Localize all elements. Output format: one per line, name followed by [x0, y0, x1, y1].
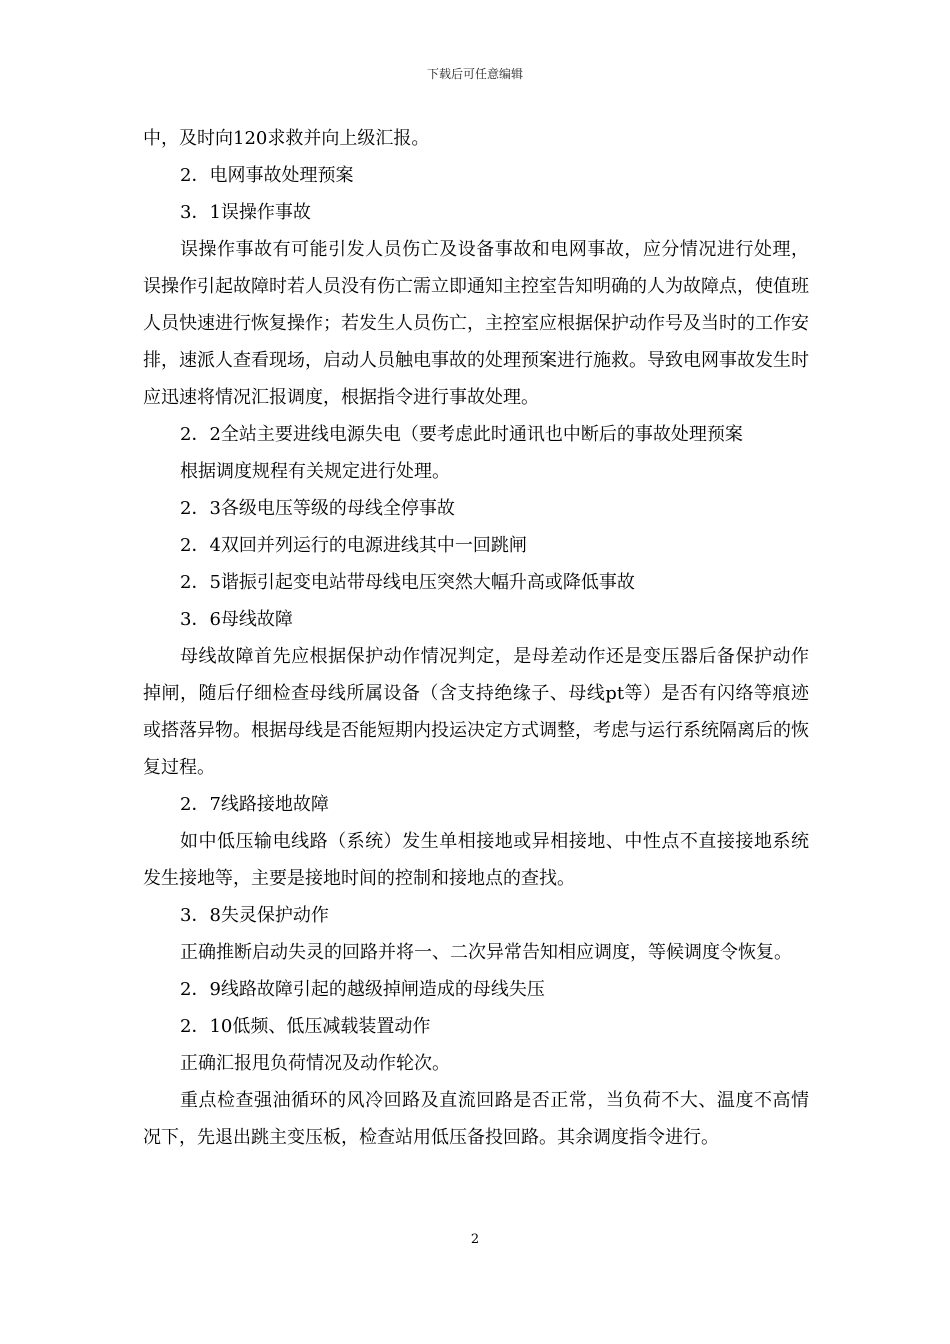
paragraph: 母线故障首先应根据保护动作情况判定，是母差动作还是变压器后备保护动作掉闸，随后仔细检查母线所属设备（含支持绝缘子、母线pt等）是否有闪络等痕迹或搭落异物。根据母线是否能短期内投运决定方式调整，考虑与运行系统隔离后的恢复过程。 [143, 646, 809, 778]
paragraph: 误操作事故有可能引发人员伤亡及设备事故和电网事故，应分情况进行处理，误操作引起故障时若人员没有伤亡需立即通知主控室告知明确的人为故障点，使值班人员快速进行恢复操作；若发生人员伤亡，主控室应根据保护动作号及当时的工作安排，速派人查看现场，启动人员触电事故的处理预案进行施救。导致电网事故发生时应迅速将情况汇报调度，根据指令进行事故处理。 [143, 239, 809, 408]
paragraph: 重点检查强油循环的风冷回路及直流回路是否正常，当负荷不大、温度不高情况下，先退出跳主变压板，检查站用低压备投回路。其余调度指令进行。 [143, 1090, 809, 1148]
section-heading: 2．电网事故处理预案 [180, 165, 354, 186]
paragraph: 中，及时向120求救并向上级汇报。 [143, 128, 430, 149]
page-header: 下载后可任意编辑 [426, 67, 523, 81]
section-heading: 2．10低频、低压减载装置动作 [180, 1016, 431, 1037]
section-heading: 2．3各级电压等级的母线全停事故 [180, 498, 455, 519]
section-heading: 2．4双回并列运行的电源进线其中一回跳闸 [180, 535, 527, 556]
paragraph: 正确汇报甩负荷情况及动作轮次。 [180, 1053, 450, 1074]
paragraph: 根据调度规程有关规定进行处理。 [180, 461, 450, 482]
section-heading: 2．5谐振引起变电站带母线电压突然大幅升高或降低事故 [180, 572, 635, 593]
paragraph: 如中低压输电线路（系统）发生单相接地或异相接地、中性点不直接接地系统发生接地等，主要是接地时间的控制和接地点的查找。 [143, 831, 809, 889]
section-heading: 3．1误操作事故 [180, 202, 311, 223]
section-heading: 3．8失灵保护动作 [180, 905, 329, 926]
page-number: 2 [470, 1232, 480, 1247]
section-heading: 2．7线路接地故障 [180, 794, 329, 815]
section-heading: 2．9线路故障引起的越级掉闸造成的母线失压 [180, 979, 545, 1000]
paragraph: 正确推断启动失灵的回路并将一、二次异常告知相应调度，等候调度令恢复。 [180, 942, 792, 963]
document-body [143, 120, 809, 1156]
section-heading: 3．6母线故障 [180, 609, 293, 630]
section-heading: 2．2全站主要进线电源失电（要考虑此时通讯也中断后的事故处理预案 [180, 424, 743, 445]
